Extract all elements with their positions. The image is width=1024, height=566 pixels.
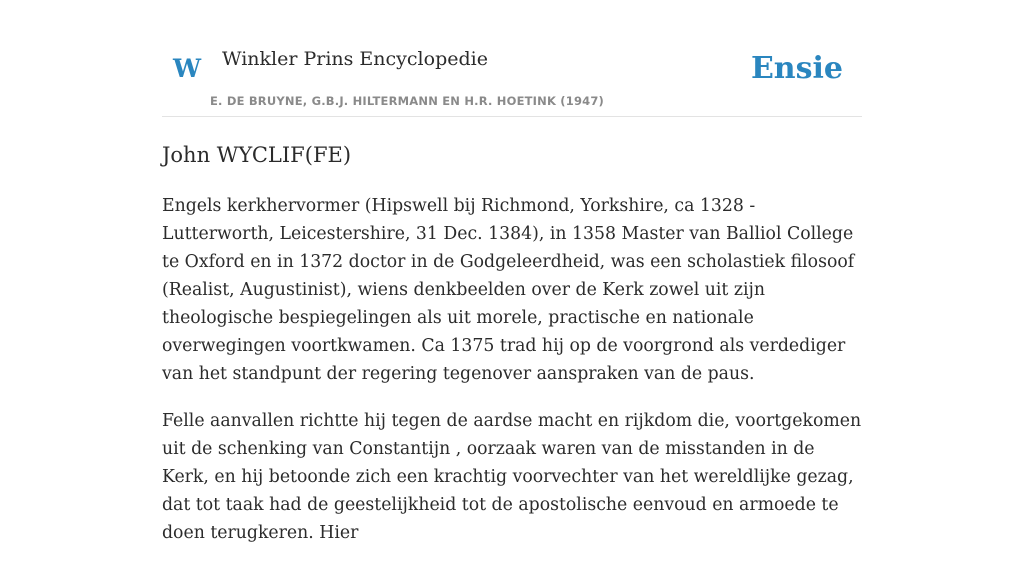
publication-authors: E. DE BRUYNE, G.B.J. HILTERMANN EN H.R. HOETINK (1947) — [210, 94, 605, 108]
article-paragraph: Engels kerkhervormer (Hipswell bij Richmond, Yorkshire, ca 1328 - Lutterworth, Leicestershire, 31 Dec. 1384), in 1358 Master van Balliol College te Oxford en in 1372 doctor in de Godgeleerdheid, was een scholastiek filosoof (Realist, Augustinist), wiens denkbeelden over de Kerk zowel uit zijn theologische bespiegelingen als uit morele, practische en nationale overwegingen voortkwamen. Ca 1375 trad hij op de voorgrond als verdediger van het standpunt der regering tegenover aanspraken van de paus. — [162, 196, 855, 384]
publication-logo[interactable]: W — [173, 54, 202, 83]
publication-header — [162, 0, 862, 117]
brand-logo[interactable]: Ensie — [750, 51, 843, 86]
article-paragraph: Felle aanvallen richtte hij tegen de aardse macht en rijkdom die, voortgekomen uit de schenking van Constantijn , oorzaak waren van de misstanden in de Kerk, en hij betoonde zich een krachtig voorvechter van het wereldlijke gezag, dat tot taak had de geestelijkheid tot de apostolische eenvoud en armoede te doen terugkeren. Hier — [162, 411, 862, 543]
publication-title[interactable]: Winkler Prins Encyclopedie — [222, 48, 488, 70]
page — [162, 0, 862, 543]
article-body — [162, 192, 862, 566]
article-title: John WYCLIF(FE) — [162, 143, 352, 167]
